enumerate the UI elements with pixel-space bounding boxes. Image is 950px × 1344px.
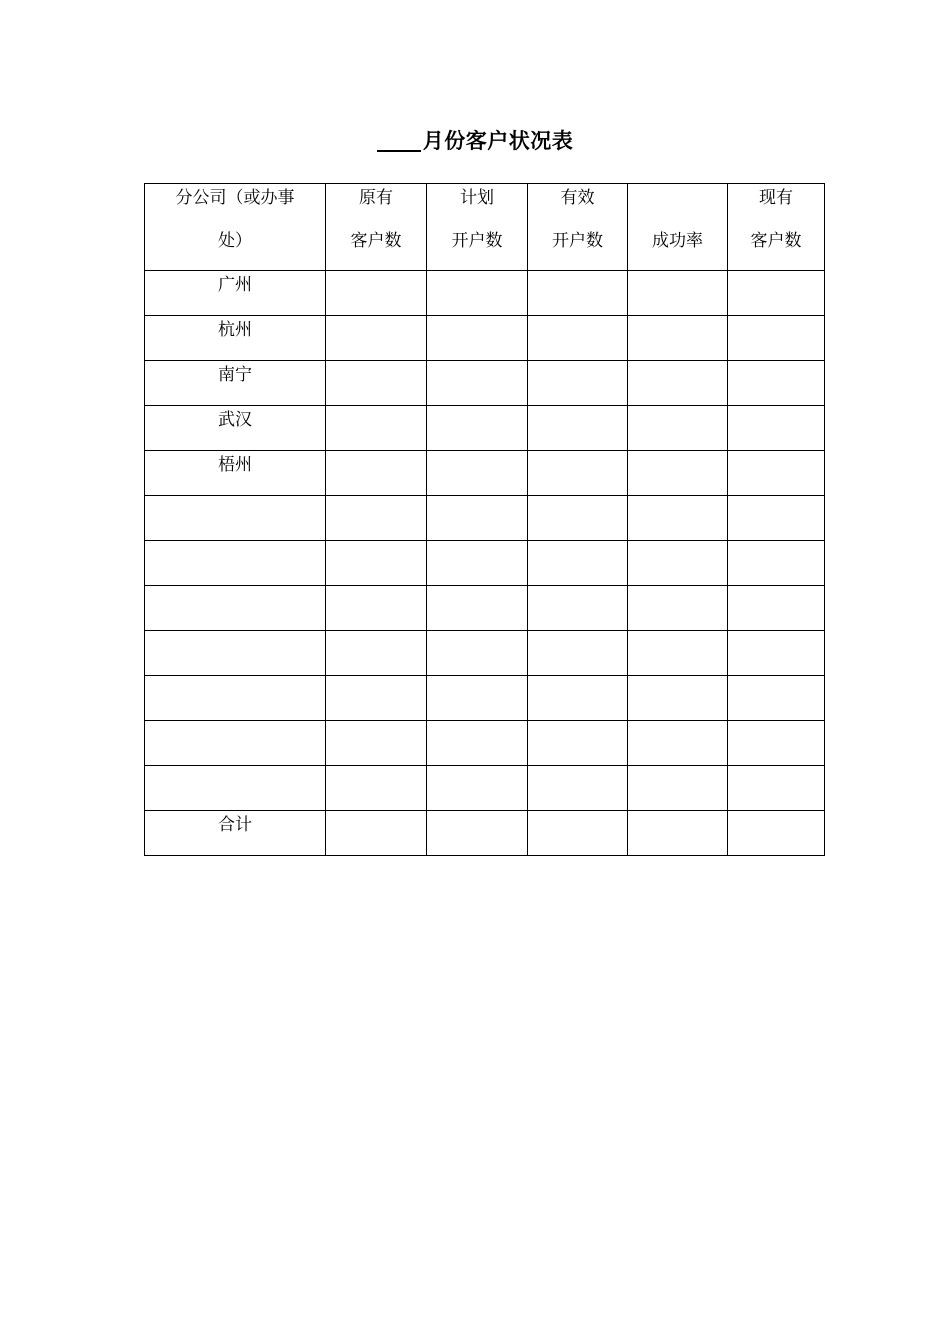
planned-accounts-cell bbox=[427, 406, 528, 451]
document-title bbox=[0, 124, 950, 158]
planned-accounts-cell bbox=[427, 631, 528, 676]
branch-cell bbox=[145, 766, 326, 811]
branch-cell bbox=[145, 676, 326, 721]
success-rate-cell bbox=[628, 271, 728, 316]
planned-accounts-cell bbox=[427, 316, 528, 361]
branch-cell bbox=[145, 451, 326, 496]
table-row bbox=[145, 811, 825, 856]
effective-accounts-cell bbox=[528, 676, 628, 721]
planned-accounts-cell bbox=[427, 676, 528, 721]
branch-name: 南宁 bbox=[218, 365, 252, 385]
effective-accounts-cell bbox=[528, 541, 628, 586]
month-blank-line bbox=[377, 150, 421, 152]
original-customers-cell bbox=[326, 541, 427, 586]
document-title-text: 月份客户状况表 bbox=[422, 129, 574, 153]
success-rate-cell bbox=[628, 361, 728, 406]
header-current-customers-line1: 现有 bbox=[759, 188, 793, 208]
header-branch-line2: 处） bbox=[218, 231, 252, 251]
original-customers-cell bbox=[326, 631, 427, 676]
original-customers-cell bbox=[326, 496, 427, 541]
header-success-rate-label: 成功率 bbox=[652, 231, 703, 251]
original-customers-cell bbox=[326, 361, 427, 406]
planned-accounts-cell bbox=[427, 451, 528, 496]
header-planned-accounts bbox=[427, 184, 528, 271]
current-customers-cell bbox=[728, 316, 825, 361]
branch-cell bbox=[145, 586, 326, 631]
planned-accounts-cell bbox=[427, 586, 528, 631]
planned-accounts-cell bbox=[427, 811, 528, 856]
success-rate-cell bbox=[628, 541, 728, 586]
branch-name: 梧州 bbox=[218, 455, 252, 475]
effective-accounts-cell bbox=[528, 496, 628, 541]
branch-cell bbox=[145, 811, 326, 856]
branch-name: 杭州 bbox=[218, 320, 252, 340]
header-branch bbox=[145, 184, 326, 271]
branch-cell bbox=[145, 631, 326, 676]
planned-accounts-cell bbox=[427, 496, 528, 541]
table-row bbox=[145, 406, 825, 451]
success-rate-cell bbox=[628, 496, 728, 541]
success-rate-cell bbox=[628, 721, 728, 766]
planned-accounts-cell bbox=[427, 271, 528, 316]
table-row bbox=[145, 586, 825, 631]
success-rate-cell bbox=[628, 451, 728, 496]
planned-accounts-cell bbox=[427, 721, 528, 766]
table-body bbox=[145, 271, 825, 856]
current-customers-cell bbox=[728, 676, 825, 721]
branch-cell bbox=[145, 271, 326, 316]
success-rate-cell bbox=[628, 631, 728, 676]
effective-accounts-cell bbox=[528, 361, 628, 406]
table-row bbox=[145, 631, 825, 676]
original-customers-cell bbox=[326, 766, 427, 811]
table-row bbox=[145, 451, 825, 496]
header-effective-accounts-line2: 开户数 bbox=[552, 231, 603, 251]
header-planned-accounts-line2: 开户数 bbox=[451, 231, 503, 251]
branch-name: 广州 bbox=[218, 275, 252, 295]
header-effective-accounts-line1: 有效 bbox=[560, 188, 595, 208]
original-customers-cell bbox=[326, 316, 427, 361]
current-customers-cell bbox=[728, 541, 825, 586]
effective-accounts-cell bbox=[528, 811, 628, 856]
success-rate-cell bbox=[628, 586, 728, 631]
effective-accounts-cell bbox=[528, 316, 628, 361]
effective-accounts-cell bbox=[528, 631, 628, 676]
success-rate-cell bbox=[628, 406, 728, 451]
header-planned-accounts-line1: 计划 bbox=[460, 188, 494, 208]
planned-accounts-cell bbox=[427, 766, 528, 811]
current-customers-cell bbox=[728, 451, 825, 496]
current-customers-cell bbox=[728, 406, 825, 451]
branch-name: 武汉 bbox=[218, 410, 252, 430]
branch-cell bbox=[145, 496, 326, 541]
table-row bbox=[145, 496, 825, 541]
table-row bbox=[145, 766, 825, 811]
original-customers-cell bbox=[326, 271, 427, 316]
current-customers-cell bbox=[728, 811, 825, 856]
original-customers-cell bbox=[326, 586, 427, 631]
success-rate-cell bbox=[628, 766, 728, 811]
header-original-customers bbox=[326, 184, 427, 271]
branch-name: 合计 bbox=[218, 815, 252, 835]
current-customers-cell bbox=[728, 496, 825, 541]
current-customers-cell bbox=[728, 721, 825, 766]
original-customers-cell bbox=[326, 811, 427, 856]
current-customers-cell bbox=[728, 361, 825, 406]
effective-accounts-cell bbox=[528, 271, 628, 316]
header-current-customers bbox=[728, 184, 825, 271]
branch-cell bbox=[145, 316, 326, 361]
table-row bbox=[145, 541, 825, 586]
header-original-customers-line2: 客户数 bbox=[350, 231, 402, 251]
table-row bbox=[145, 316, 825, 361]
branch-cell bbox=[145, 361, 326, 406]
effective-accounts-cell bbox=[528, 451, 628, 496]
effective-accounts-cell bbox=[528, 586, 628, 631]
customer-status-table bbox=[144, 183, 825, 856]
planned-accounts-cell bbox=[427, 361, 528, 406]
current-customers-cell bbox=[728, 631, 825, 676]
current-customers-cell bbox=[728, 766, 825, 811]
effective-accounts-cell bbox=[528, 406, 628, 451]
table-row bbox=[145, 361, 825, 406]
branch-cell bbox=[145, 721, 326, 766]
branch-cell bbox=[145, 541, 326, 586]
header-original-customers-line1: 原有 bbox=[359, 188, 393, 208]
header-current-customers-line2: 客户数 bbox=[750, 231, 802, 251]
original-customers-cell bbox=[326, 451, 427, 496]
success-rate-cell bbox=[628, 316, 728, 361]
current-customers-cell bbox=[728, 586, 825, 631]
branch-cell bbox=[145, 406, 326, 451]
header-branch-line1: 分公司（或办事 bbox=[175, 188, 295, 208]
table-row bbox=[145, 676, 825, 721]
effective-accounts-cell bbox=[528, 721, 628, 766]
header-effective-accounts bbox=[528, 184, 628, 271]
success-rate-cell bbox=[628, 811, 728, 856]
current-customers-cell bbox=[728, 271, 825, 316]
original-customers-cell bbox=[326, 721, 427, 766]
effective-accounts-cell bbox=[528, 766, 628, 811]
header-success-rate bbox=[628, 184, 728, 271]
original-customers-cell bbox=[326, 676, 427, 721]
table-header-row bbox=[145, 184, 825, 271]
table-row bbox=[145, 721, 825, 766]
planned-accounts-cell bbox=[427, 541, 528, 586]
table-row bbox=[145, 271, 825, 316]
original-customers-cell bbox=[326, 406, 427, 451]
success-rate-cell bbox=[628, 676, 728, 721]
